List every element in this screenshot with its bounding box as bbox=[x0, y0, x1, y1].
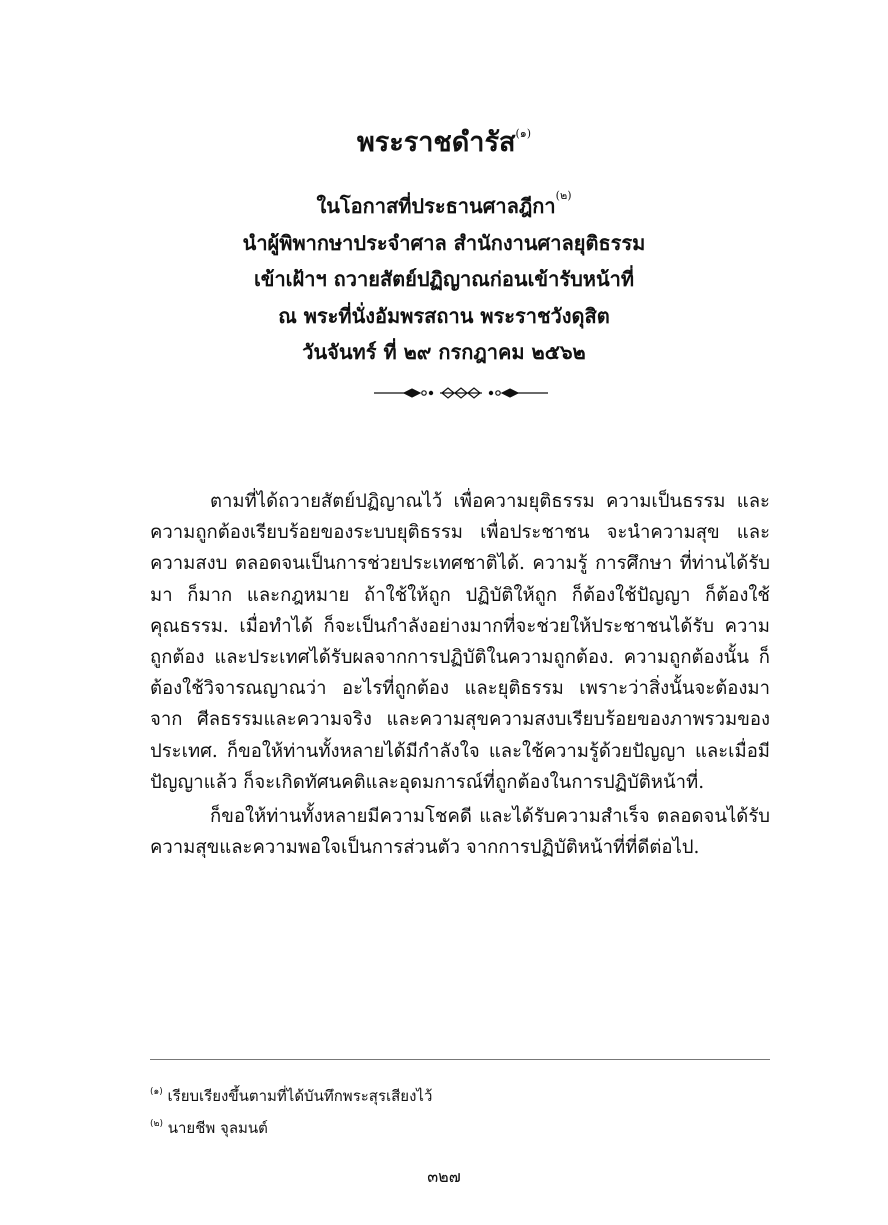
heading-line-2: นำผู้พิพากษาประจำศาล สำนักงานศาลยุติธรรม bbox=[242, 230, 646, 255]
footnote-2-marker: (๒) bbox=[150, 1119, 163, 1129]
footnote-2-text: นายชีพ จุลมนต์ bbox=[167, 1119, 268, 1137]
ornament-divider-icon bbox=[374, 383, 548, 403]
speech-paragraph-1: ตามที่ได้ถวายสัตย์ปฏิญาณไว้ เพื่อความยุติธรรม ความเป็นธรรม และความถูกต้องเรียบร้อยของระบบยุติธรรม เพื่อประชาชน จะนำความสุข และความสงบ ตลอดจนเป็นการช่วยประเทศชาติได้. ความรู้ การศึกษา ที่ท่านได้รับมา ก็มาก และกฎหมาย ถ้าใช้ให้ถูก ปฏิบัติให้ถูก ก็ต้องใช้ปัญญา ก็ต้องใช้คุณธรรม. เมื่อทำได้ ก็จะเป็นกำลังอย่างมากที่จะช่วยให้ประชาชนได้รับ ความถูกต้อง และประเทศได้รับผลจากการปฏิบัติในความถูกต้อง. ความถูกต้องนั้น ก็ต้องใช้วิจารณญาณว่า อะไรที่ถูกต้อง และยุติธรรม เพราะว่าสิ่งนั้นจะต้องมาจาก ศีลธรรมและความจริง และความสุขความสงบเรียบร้อยของภาพรวมของประเทศ. ก็ขอให้ท่านทั้งหลายได้มีกำลังใจ และใช้ความรู้ด้วยปัญญา และเมื่อมีปัญญาแล้ว ก็จะเกิดทัศนคติและอุดมการณ์ที่ถูกต้องในการปฏิบัติหน้าที่. bbox=[150, 491, 770, 793]
footnote-1-text: เรียบเรียงขึ้นตามที่ได้บันทึกพระสุรเสียงไว้ bbox=[167, 1087, 433, 1105]
occasion-heading bbox=[0, 178, 888, 371]
footnotes bbox=[150, 1078, 770, 1142]
heading-line-4: ณ พระที่นั่งอัมพรสถาน พระราชวังดุสิต bbox=[278, 303, 610, 328]
page-number: ๓๒๗ bbox=[427, 1167, 461, 1186]
heading-footnote-marker: (๒) bbox=[555, 189, 572, 202]
heading-line-1: ในโอกาสที่ประธานศาลฎีกา$^{(๒)}$ bbox=[316, 189, 572, 218]
footnote-1 bbox=[150, 1078, 770, 1110]
footnote-separator bbox=[150, 1059, 770, 1060]
footnote-1-marker: (๑) bbox=[150, 1087, 163, 1097]
heading-line-3: เข้าเฝ้าฯ ถวายสัตย์ปฏิญาณก่อนเข้ารับหน้าที่ bbox=[253, 267, 635, 291]
page-title bbox=[0, 114, 888, 163]
speech-body bbox=[150, 486, 770, 863]
speech-paragraph-2: ก็ขอให้ท่านทั้งหลายมีความโชคดี และได้รับความสำเร็จ ตลอดจนได้รับ ความสุขและความพอใจเป็นการส่วนตัว จากการปฏิบัติหน้าที่ที่ดีต่อไป. bbox=[150, 806, 770, 859]
title-footnote-marker: (๑) bbox=[515, 127, 532, 140]
title-text: พระราชดำรัส bbox=[356, 127, 516, 158]
heading-line-5: วันจันทร์ ที่ ๒๙ กรกฎาคม ๒๕๖๒ bbox=[302, 340, 586, 364]
footnote-2 bbox=[150, 1110, 770, 1142]
